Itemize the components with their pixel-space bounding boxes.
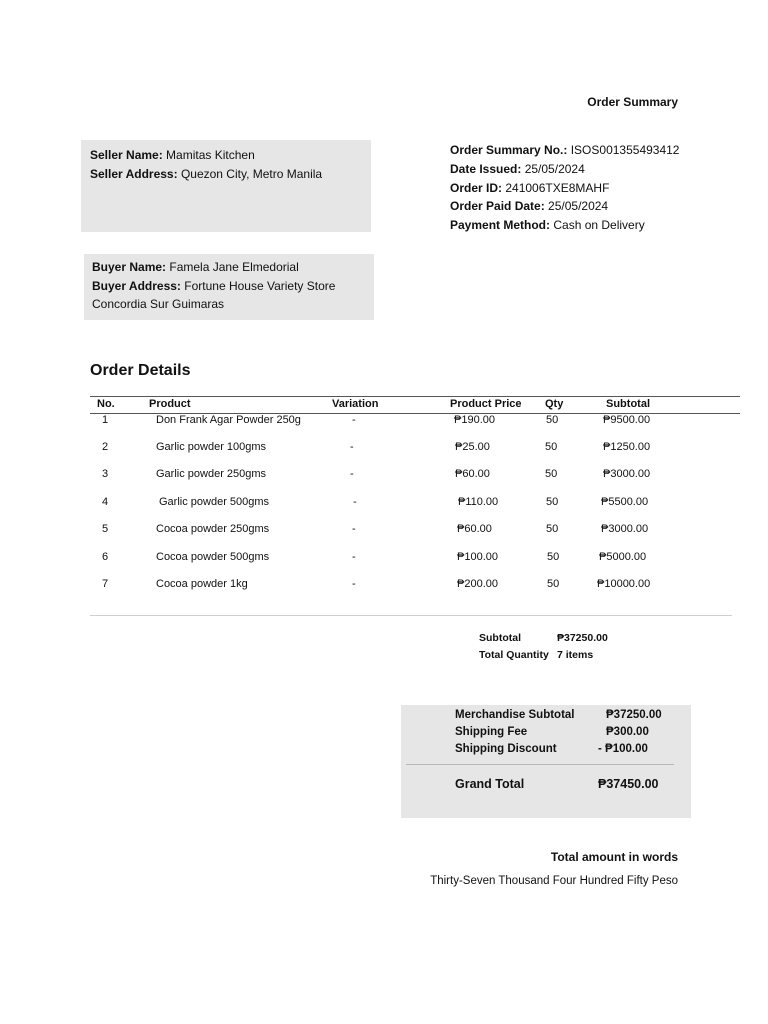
row-subtotal: ₱9500.00 (603, 414, 651, 426)
seller-address-label: Seller Address: (90, 166, 178, 181)
row-subtotal: ₱3000.00 (603, 468, 651, 480)
table-row (0, 496, 768, 514)
row-price: ₱100.00 (457, 551, 498, 563)
subtotal-value: ₱37250.00 (557, 632, 608, 644)
row-no: 4 (102, 496, 109, 508)
row-product: Don Frank Agar Powder 250g (156, 414, 301, 426)
order-id-label: Order ID: (450, 180, 503, 195)
items-table-header (90, 396, 740, 414)
order-summary-no: ISOS001355493412 (570, 143, 680, 157)
row-variation: - (353, 496, 357, 508)
row-no: 5 (102, 523, 109, 535)
order-id-line (450, 179, 679, 198)
order-paid-date: 25/05/2024 (548, 199, 609, 214)
row-no: 2 (102, 441, 109, 453)
col-header-qty: Qty (545, 398, 564, 410)
document-title: Order Summary (587, 95, 678, 109)
seller-address: Quezon City, Metro Manila (180, 166, 323, 181)
row-price: ₱110.00 (458, 496, 499, 508)
buyer-address-line2: Concordia Sur Guimaras (92, 297, 225, 311)
order-summary-totals (479, 630, 608, 663)
table-row (0, 523, 768, 541)
shipping-discount-label: Shipping Discount (455, 743, 557, 755)
merchandise-subtotal-label: Merchandise Subtotal (455, 709, 575, 721)
total-quantity-value: 7 items (557, 648, 594, 661)
row-no: 7 (102, 578, 109, 590)
seller-name-label: Seller Name: (90, 148, 163, 162)
buyer-name-line (92, 258, 335, 277)
shipping-fee-label: Shipping Fee (455, 726, 528, 738)
row-variation: - (350, 441, 354, 453)
row-variation: - (350, 468, 354, 480)
table-bottom-divider (90, 615, 732, 616)
date-issued-label: Date Issued: (450, 161, 522, 176)
payment-method-line (450, 216, 679, 235)
row-price: ₱200.00 (457, 578, 498, 590)
buyer-address-line1: Fortune House Variety Store (184, 278, 336, 293)
order-details-heading: Order Details (90, 362, 191, 379)
table-row (0, 578, 768, 596)
merchandise-subtotal-value: ₱37250.00 (606, 709, 662, 721)
subtotal-label: Subtotal (479, 632, 521, 644)
buyer-address-line (92, 277, 335, 296)
row-product: Garlic powder 250gms (156, 468, 267, 480)
row-qty: 50 (546, 496, 559, 508)
row-no: 3 (102, 468, 109, 480)
payment-method-label: Payment Method: (450, 218, 551, 233)
row-qty: 50 (546, 523, 559, 535)
grand-total-label: Grand Total (455, 777, 525, 791)
order-paid-date-line (450, 197, 679, 216)
row-qty: 50 (545, 468, 558, 480)
seller-address-line (90, 165, 322, 184)
totals-box (401, 705, 691, 818)
row-price: ₱190.00 (454, 414, 495, 426)
row-subtotal: ₱10000.00 (597, 578, 651, 590)
seller-name: Mamitas Kitchen (166, 148, 255, 162)
row-qty: 50 (547, 578, 560, 590)
payment-method: Cash on Delivery (553, 218, 645, 233)
subtotal-line (479, 630, 608, 647)
date-issued: 25/05/2024 (524, 161, 585, 176)
row-variation: - (352, 578, 356, 590)
table-row (0, 551, 768, 569)
col-header-no: No. (97, 398, 115, 410)
order-paid-date-label: Order Paid Date: (450, 199, 545, 214)
date-issued-line (450, 160, 679, 179)
table-row (0, 441, 768, 459)
row-qty: 50 (546, 414, 559, 426)
row-price: ₱25.00 (455, 441, 490, 453)
row-product: Garlic powder 100gms (156, 441, 267, 453)
shipping-fee-value: ₱300.00 (606, 726, 649, 738)
order-meta (450, 141, 679, 235)
row-price: ₱60.00 (457, 523, 492, 535)
amount-in-words-heading: Total amount in words (550, 850, 678, 864)
shipping-discount-value: - ₱100.00 (598, 743, 648, 755)
col-header-price: Product Price (450, 398, 522, 410)
row-qty: 50 (545, 441, 558, 453)
row-no: 1 (102, 414, 109, 426)
table-row (0, 468, 768, 486)
row-qty: 50 (547, 551, 560, 563)
row-product: Cocoa powder 1kg (156, 578, 248, 590)
col-header-variation: Variation (332, 398, 379, 410)
row-subtotal: ₱3000.00 (601, 523, 649, 535)
buyer-name-label: Buyer Name: (92, 260, 167, 274)
amount-in-words-value: Thirty-Seven Thousand Four Hundred Fifty Peso (430, 875, 678, 887)
total-quantity-label: Total Quantity (479, 648, 549, 661)
totals-divider (406, 764, 674, 765)
row-variation: - (352, 551, 356, 563)
buyer-name: Famela Jane Elmedorial (169, 260, 299, 274)
row-subtotal: ₱5000.00 (599, 551, 647, 563)
buyer-address-label: Buyer Address: (92, 278, 181, 293)
col-header-product: Product (149, 398, 191, 410)
seller-info-box (81, 140, 371, 232)
row-product: Garlic powder 500gms (159, 496, 270, 508)
seller-name-line (90, 146, 322, 165)
row-subtotal: ₱5500.00 (601, 496, 649, 508)
row-price: ₱60.00 (455, 468, 490, 480)
order-summary-no-line (450, 141, 679, 160)
row-subtotal: ₱1250.00 (603, 441, 651, 453)
table-row (0, 414, 768, 432)
grand-total-value: ₱37450.00 (598, 777, 659, 791)
row-no: 6 (102, 551, 109, 563)
row-product: Cocoa powder 250gms (156, 523, 270, 535)
order-summary-no-label: Order Summary No.: (450, 143, 568, 157)
row-variation: - (352, 414, 356, 426)
buyer-info-box (84, 254, 374, 320)
col-header-subtotal: Subtotal (606, 398, 650, 410)
row-variation: - (352, 523, 356, 535)
order-id: 241006TXE8MAHF (505, 180, 610, 195)
total-quantity-line (479, 647, 594, 664)
row-product: Cocoa powder 500gms (156, 551, 270, 563)
